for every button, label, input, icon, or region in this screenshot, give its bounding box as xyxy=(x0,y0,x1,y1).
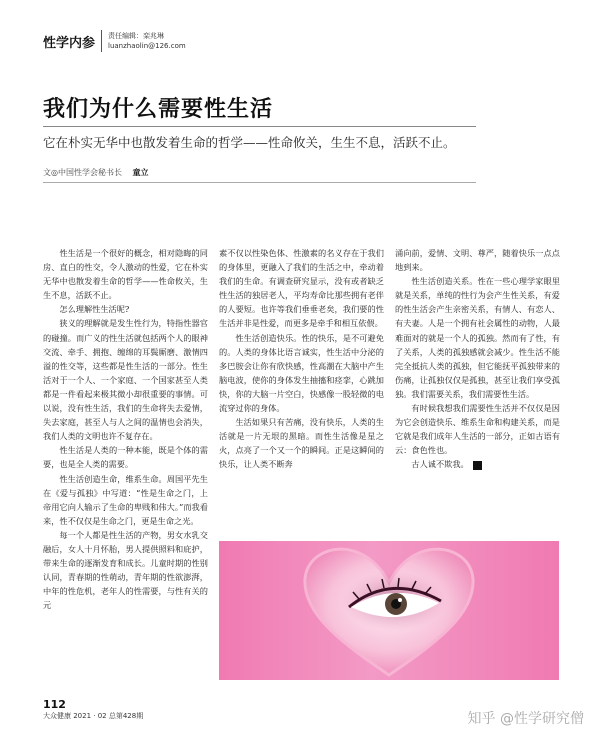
editor-credit: 责任编辑：栾兆琳 xyxy=(108,32,165,40)
paragraph: 性生活是人类的一种本能，既是个体的需要，也是全人类的需要。 xyxy=(43,445,208,470)
editor-email[interactable]: luanzhaolin@126.com xyxy=(108,42,186,50)
divider xyxy=(101,30,102,52)
eye-glint xyxy=(398,598,402,602)
page-number: 112 xyxy=(43,698,66,711)
article-deck: 它在朴实无华中也散发着生命的哲学——性命攸关，生生不息，活跃不止。 xyxy=(43,135,456,150)
article-title: 我们为什么需要性生活 xyxy=(43,97,274,122)
end-mark-icon xyxy=(473,461,482,470)
closing-text: 古人诚不欺我。 xyxy=(411,459,469,470)
paragraph: 素不仅以性染色体、性激素的名义存在于我们的身体里，更融入了我们的生活之中，牵动着我们的生命。有调查研究显示，没有或者缺乏性生活的独居老人，平均寿命比那些拥有老伴的人要短。也许等我们垂垂老矣，我们要的性生活并非是性爱，而更多是牵手和相互依偎。 xyxy=(219,248,384,329)
paragraph: 性生活创造快乐。性的快乐，是不可避免的。人类的身体比语言诚实，性生活中分泌的多巴胺会让你有欣快感，性高潮在大脑中产生脑电波，使你的身体发生抽搐和痉挛，心跳加快，你的大脑一片空白，快感像一股轻微的电流穿过你的身体。 xyxy=(219,332,384,414)
paragraph: 有时候我想我们需要性生活并不仅仅是因为它会创造快乐、维系生命和构建关系，而是它就是我们成年人生活的一部分，正如古语有云：食色性也。 xyxy=(395,403,560,456)
text-column-3 xyxy=(395,246,560,472)
author-role: 文◎中国性学会秘书长 xyxy=(43,168,122,177)
title-rule xyxy=(43,126,476,127)
paragraph: 生活如果只有苦痛，没有快乐，人类的生活就是一片无垠的黑暗。而性生活像是星之火，点亮了一个又一个的瞬间。正是这瞬间的快乐，让人类不断奔 xyxy=(219,417,384,470)
paragraph: 性生活创造关系。性在一些心理学家眼里就是关系，单纯的性行为会产生性关系，有爱的性生活会产生亲密关系，有情人、有恋人、有夫妻。人是一个拥有社会属性的动物，人最难面对的就是一个人的孤独。然而有了性，有了关系，人类的孤独感就会减少。性生活不能完全抵抗人类的孤独，但它能抚平孤独带来的伤痛，让孤独仅仅是孤独，甚至让我们享受孤独。我们需要关系，我们需要性生活。 xyxy=(395,276,560,399)
author-line xyxy=(43,167,149,178)
text-column-1 xyxy=(43,246,208,612)
closing-paragraph xyxy=(395,457,560,471)
editor-info xyxy=(108,31,186,51)
paragraph: 狭义的理解就是发生性行为，特指性器官的碰撞。而广义的性生活就包括两个人的眼神交流、牵手、拥抱、缠绵的耳鬓厮磨、激情四溢的性交等，这些都是性生活的一部分。性生活对于一个人、一个家庭、一个国家甚至人类都是一件看起来极其微小却很重要的事情。可以说，没有性生活，我们的生命将失去爱情，失去家庭，甚至人与人之间的温情也会消失，我们人类的文明也许不复存在。 xyxy=(43,318,208,442)
section-header xyxy=(43,28,186,54)
paragraph: 性生活是一个很好的概念，相对隐晦的同房、直白的性交，令人激动的性爱，它在朴实无华中也散发着生命的哲学——性命攸关，生生不息，活跃不止。 xyxy=(43,248,208,301)
author-rule xyxy=(43,182,476,183)
paragraph: 涌向前，爱情、文明、尊严，随着快乐一点点地到来。 xyxy=(395,248,560,273)
paragraph: 每一个人都是性生活的产物，男女水乳交融后，女人十月怀胎，男人提供照料和庇护，带来生命的逐渐发育和成长。儿童时期的性别认同，青春期的性萌动，青年期的性欲澎湃，中年的性危机，老年人的性需要，与性有关的元 xyxy=(43,529,208,611)
paragraph: 性生活创造生命，维系生命。周国平先生在《爱与孤独》中写道：“性是生命之门，上帝用它向人输示了生命的卑贱和伟大。”而我看来，性不仅仅是生命之门，更是生命之光。 xyxy=(43,473,208,526)
author-name: 童立 xyxy=(132,168,149,177)
section-name: 性学内参 xyxy=(43,35,96,51)
text-column-2 xyxy=(219,246,384,472)
heart-eye-photo xyxy=(219,541,559,680)
issue-info: 大众健康 2021 · 02 总第428期 xyxy=(43,712,144,720)
heart-eye-illustration xyxy=(219,541,559,680)
paragraph: 怎么理解性生活呢? xyxy=(59,304,130,315)
page-footer xyxy=(43,699,143,721)
watermark: 知乎 @性学研究僧 xyxy=(467,711,584,727)
